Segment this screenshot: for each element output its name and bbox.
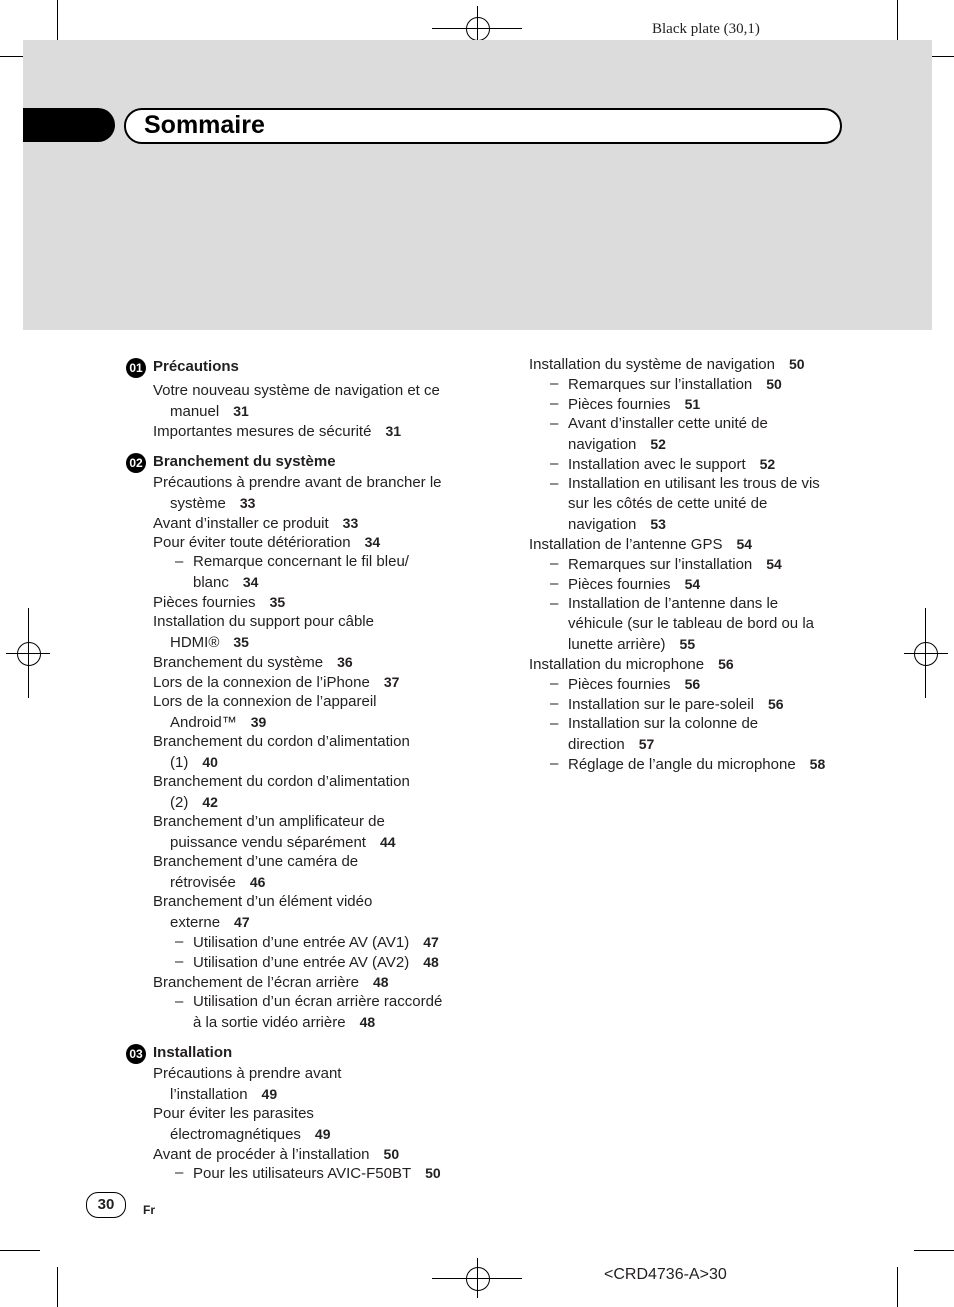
toc-entry[interactable] xyxy=(170,832,396,853)
toc-entry[interactable] xyxy=(529,354,805,375)
toc-entry-text: Pour les utilisateurs AVIC-F50BT xyxy=(193,1165,412,1182)
registration-mark xyxy=(925,608,926,698)
toc-entry[interactable] xyxy=(568,714,758,734)
toc-entry[interactable] xyxy=(568,554,782,575)
toc-entry-page: 52 xyxy=(650,436,666,452)
crop-mark xyxy=(914,1250,954,1251)
toc-entry-text: électromagnétiques xyxy=(170,1126,301,1143)
toc-entry[interactable] xyxy=(153,532,380,553)
toc-entry[interactable] xyxy=(170,401,249,422)
toc-entry[interactable] xyxy=(153,672,399,693)
toc-entry[interactable] xyxy=(568,634,695,655)
toc-entry-text: Installation du support pour câble xyxy=(153,613,374,630)
crop-mark xyxy=(0,1250,40,1251)
toc-entry-text: à la sortie vidéo arrière xyxy=(193,1014,346,1031)
list-dash: – xyxy=(550,375,559,392)
toc-entry-text: Pour éviter toute détérioration xyxy=(153,534,351,551)
toc-entry-text: Branchement de l’écran arrière xyxy=(153,974,359,991)
toc-entry-text: Branchement du cordon d’alimentation xyxy=(153,773,410,790)
toc-entry[interactable] xyxy=(193,572,258,593)
toc-entry[interactable] xyxy=(153,772,410,792)
toc-entry[interactable] xyxy=(170,872,265,893)
toc-entry-text: Installation sur la colonne de xyxy=(568,715,759,732)
toc-entry[interactable] xyxy=(153,652,353,673)
toc-entry-text: Installation en utilisant les trous de vis xyxy=(568,475,820,492)
toc-entry-page: 56 xyxy=(684,676,701,692)
toc-entry[interactable] xyxy=(153,421,401,442)
toc-entry[interactable] xyxy=(568,494,767,514)
toc-entry[interactable] xyxy=(193,932,439,953)
toc-entry[interactable] xyxy=(170,792,218,813)
toc-entry-page: 57 xyxy=(638,736,655,752)
toc-entry-text: Installation du système de navigation xyxy=(529,356,775,373)
registration-mark xyxy=(466,17,490,41)
toc-entry-text: HDMI® xyxy=(170,634,220,651)
toc-entry-page: 34 xyxy=(364,534,381,550)
list-dash: – xyxy=(550,595,559,612)
crop-mark xyxy=(897,0,898,40)
toc-entry-page: 48 xyxy=(359,1014,376,1030)
toc-entry[interactable] xyxy=(153,852,358,872)
toc-entry-page: 54 xyxy=(766,556,782,572)
toc-entry-text: Remarques sur l’installation xyxy=(568,556,753,573)
toc-entry-text: Précautions à prendre avant xyxy=(153,1065,342,1082)
toc-entry-page: 36 xyxy=(337,654,353,670)
toc-entry-page: 49 xyxy=(314,1126,331,1142)
toc-entry-page: 31 xyxy=(233,403,249,419)
toc-entry-text: Installation de l’antenne GPS xyxy=(529,536,723,553)
crop-mark xyxy=(57,0,58,40)
title-box xyxy=(124,108,842,144)
toc-entry-page: 55 xyxy=(679,636,696,652)
toc-entry-text: blanc xyxy=(193,574,229,591)
toc-entry[interactable] xyxy=(153,592,285,613)
toc-entry-text: Lors de la connexion de l’iPhone xyxy=(153,674,370,691)
list-dash: – xyxy=(550,715,559,732)
toc-entry-page: 47 xyxy=(234,914,250,930)
toc-entry[interactable] xyxy=(529,654,734,675)
toc-entry-text: navigation xyxy=(568,516,637,533)
section-title: Branchement du système xyxy=(153,453,336,470)
toc-entry-page: 42 xyxy=(202,794,218,810)
toc-entry-text: Pièces fournies xyxy=(153,594,256,611)
toc-entry[interactable] xyxy=(153,692,376,712)
toc-entry-page: 37 xyxy=(383,674,400,690)
toc-entry[interactable] xyxy=(568,594,778,614)
toc-entry-text: Utilisation d’une entrée AV (AV1) xyxy=(193,934,410,951)
toc-entry[interactable] xyxy=(153,1104,314,1124)
toc-entry[interactable] xyxy=(568,454,775,475)
toc-entry[interactable] xyxy=(170,632,249,653)
crop-mark xyxy=(897,1267,898,1307)
toc-entry-text: Pièces fournies xyxy=(568,396,671,413)
section-badge: 03 xyxy=(126,1044,146,1064)
registration-mark xyxy=(914,642,938,666)
toc-entry-text: Importantes mesures de sécurité xyxy=(153,423,372,440)
toc-entry-text: Branchement d’un amplificateur de xyxy=(153,813,385,830)
toc-entry-text: direction xyxy=(568,736,625,753)
toc-entry-text: sur les côtés de cette unité de xyxy=(568,495,768,512)
toc-entry[interactable] xyxy=(170,493,255,514)
toc-entry-page: 31 xyxy=(385,423,402,439)
toc-entry-page: 56 xyxy=(718,656,734,672)
registration-mark xyxy=(28,608,29,698)
toc-entry-text: Précautions à prendre avant de brancher le xyxy=(153,474,442,491)
list-dash: – xyxy=(550,555,559,572)
toc-entry-page: 35 xyxy=(233,634,249,650)
toc-entry-page: 33 xyxy=(342,515,359,531)
toc-entry-text: Android™ xyxy=(170,714,237,731)
list-dash: – xyxy=(175,553,184,570)
toc-entry-page: 47 xyxy=(423,934,439,950)
registration-mark xyxy=(477,6,478,40)
toc-entry-text: Pièces fournies xyxy=(568,676,671,693)
toc-entry-text: Installation du microphone xyxy=(529,656,705,673)
list-dash: – xyxy=(550,395,559,412)
toc-entry[interactable] xyxy=(568,374,782,395)
toc-entry-text: externe xyxy=(170,914,221,931)
toc-entry-page: 50 xyxy=(383,1146,400,1162)
crop-mark xyxy=(57,1267,58,1307)
toc-entry-text: Installation de l’antenne dans le xyxy=(568,595,779,612)
list-dash: – xyxy=(550,755,559,772)
toc-entry-page: 48 xyxy=(372,974,389,990)
toc-entry-page: 52 xyxy=(759,456,776,472)
footer-code: <CRD4736-A>30 xyxy=(604,1266,727,1283)
toc-entry[interactable] xyxy=(568,674,700,695)
list-dash: – xyxy=(550,575,559,592)
section-title: Précautions xyxy=(153,358,239,375)
toc-entry-text: manuel xyxy=(170,403,220,420)
list-dash: – xyxy=(550,675,559,692)
toc-entry-text: Pièces fournies xyxy=(568,576,671,593)
registration-mark xyxy=(17,642,41,666)
toc-entry[interactable] xyxy=(153,381,440,401)
toc-entry-page: 34 xyxy=(242,574,259,590)
toc-entry[interactable] xyxy=(568,414,768,434)
toc-entry[interactable] xyxy=(170,1124,331,1145)
toc-entry-text: système xyxy=(170,495,226,512)
toc-entry[interactable] xyxy=(170,712,266,733)
toc-entry[interactable] xyxy=(170,1084,277,1105)
toc-entry-page: 50 xyxy=(788,356,805,372)
toc-entry[interactable] xyxy=(170,912,250,933)
list-dash: – xyxy=(550,415,559,432)
toc-entry[interactable] xyxy=(568,514,666,535)
toc-entry-text: navigation xyxy=(568,436,637,453)
toc-entry[interactable] xyxy=(568,614,814,634)
toc-entry-page: 56 xyxy=(767,696,784,712)
toc-entry-text: Utilisation d’un écran arrière raccordé xyxy=(193,993,443,1010)
toc-entry[interactable] xyxy=(193,552,409,572)
registration-mark xyxy=(466,1267,490,1291)
toc-entry-text: Remarque concernant le fil bleu/ xyxy=(193,553,409,570)
toc-entry-text: (1) xyxy=(170,754,189,771)
list-dash: – xyxy=(550,475,559,492)
toc-entry[interactable] xyxy=(153,612,374,632)
toc-entry[interactable] xyxy=(170,752,218,773)
toc-entry[interactable] xyxy=(153,972,389,993)
toc-entry[interactable] xyxy=(568,394,700,415)
toc-entry-page: 49 xyxy=(261,1086,278,1102)
list-dash: – xyxy=(550,455,559,472)
list-dash: – xyxy=(175,933,184,950)
toc-entry[interactable] xyxy=(193,1163,441,1184)
toc-entry-page: 50 xyxy=(766,376,782,392)
toc-entry[interactable] xyxy=(529,534,752,555)
toc-entry-page: 46 xyxy=(249,874,266,890)
list-dash: – xyxy=(175,953,184,970)
toc-entry[interactable] xyxy=(193,992,442,1012)
toc-entry[interactable] xyxy=(153,732,410,752)
toc-entry[interactable] xyxy=(153,812,385,832)
toc-entry-text: Branchement d’une caméra de xyxy=(153,853,359,870)
toc-entry-text: Branchement du cordon d’alimentation xyxy=(153,733,410,750)
toc-entry-text: Avant d’installer ce produit xyxy=(153,515,329,532)
toc-entry-page: 53 xyxy=(650,516,666,532)
chapter-tab xyxy=(23,108,115,142)
toc-entry-text: Lors de la connexion de l’appareil xyxy=(153,693,377,710)
page-number: 30 xyxy=(86,1192,126,1218)
plate-label: Black plate (30,1) xyxy=(652,21,760,37)
toc-entry-text: (2) xyxy=(170,794,189,811)
toc-entry[interactable] xyxy=(568,474,820,494)
toc-entry[interactable] xyxy=(153,1064,341,1084)
list-dash: – xyxy=(550,695,559,712)
toc-entry-text: Avant d’installer cette unité de xyxy=(568,415,768,432)
list-dash: – xyxy=(175,993,184,1010)
toc-entry-page: 33 xyxy=(239,495,256,511)
toc-entry-page: 39 xyxy=(250,714,267,730)
toc-entry-page: 48 xyxy=(423,954,439,970)
toc-entry-text: Branchement du système xyxy=(153,654,324,671)
list-dash: – xyxy=(175,1164,184,1181)
registration-mark xyxy=(477,1258,478,1298)
language-label: Fr xyxy=(143,1203,155,1217)
toc-entry-text: Pour éviter les parasites xyxy=(153,1105,314,1122)
toc-entry-page: 51 xyxy=(684,396,701,412)
toc-entry-text: lunette arrière) xyxy=(568,636,666,653)
toc-entry[interactable] xyxy=(153,473,442,493)
toc-entry-text: puissance vendu séparément xyxy=(170,834,366,851)
toc-entry-page: 35 xyxy=(269,594,286,610)
toc-entry-page: 40 xyxy=(202,754,218,770)
toc-entry-page: 58 xyxy=(809,756,826,772)
toc-entry[interactable] xyxy=(153,1144,399,1165)
toc-entry[interactable] xyxy=(193,1012,375,1033)
toc-entry-page: 54 xyxy=(684,576,701,592)
toc-entry-text: l’installation xyxy=(170,1086,248,1103)
toc-entry-page: 44 xyxy=(379,834,396,850)
toc-entry[interactable] xyxy=(153,513,358,534)
toc-entry-text: Avant de procéder à l’installation xyxy=(153,1146,370,1163)
toc-entry-text: Utilisation d’une entrée AV (AV2) xyxy=(193,954,410,971)
toc-entry-text: Branchement d’un élément vidéo xyxy=(153,893,373,910)
toc-entry-text: Votre nouveau système de navigation et ce xyxy=(153,382,440,399)
section-badge: 02 xyxy=(126,453,146,473)
toc-entry-text: Remarques sur l’installation xyxy=(568,376,753,393)
toc-entry-text: Installation avec le support xyxy=(568,456,746,473)
toc-entry-page: 54 xyxy=(736,536,753,552)
toc-entry[interactable] xyxy=(193,952,439,973)
toc-entry[interactable] xyxy=(568,434,666,455)
registration-mark xyxy=(904,653,948,654)
toc-entry[interactable] xyxy=(153,892,372,912)
toc-entry-text: véhicule (sur le tableau de bord ou la xyxy=(568,615,814,632)
toc-entry-text: rétrovisée xyxy=(170,874,236,891)
section-badge: 01 xyxy=(126,358,146,378)
toc-entry[interactable] xyxy=(568,754,825,775)
header-band xyxy=(23,40,932,330)
page-title: Sommaire xyxy=(144,111,265,139)
section-title: Installation xyxy=(153,1044,233,1061)
toc-entry[interactable] xyxy=(568,574,700,595)
toc-entry[interactable] xyxy=(568,734,654,755)
toc-entry-page: 50 xyxy=(425,1165,441,1181)
toc-entry-text: Réglage de l’angle du microphone xyxy=(568,756,796,773)
toc-entry-text: Installation sur le pare-soleil xyxy=(568,696,754,713)
toc-entry[interactable] xyxy=(568,694,784,715)
